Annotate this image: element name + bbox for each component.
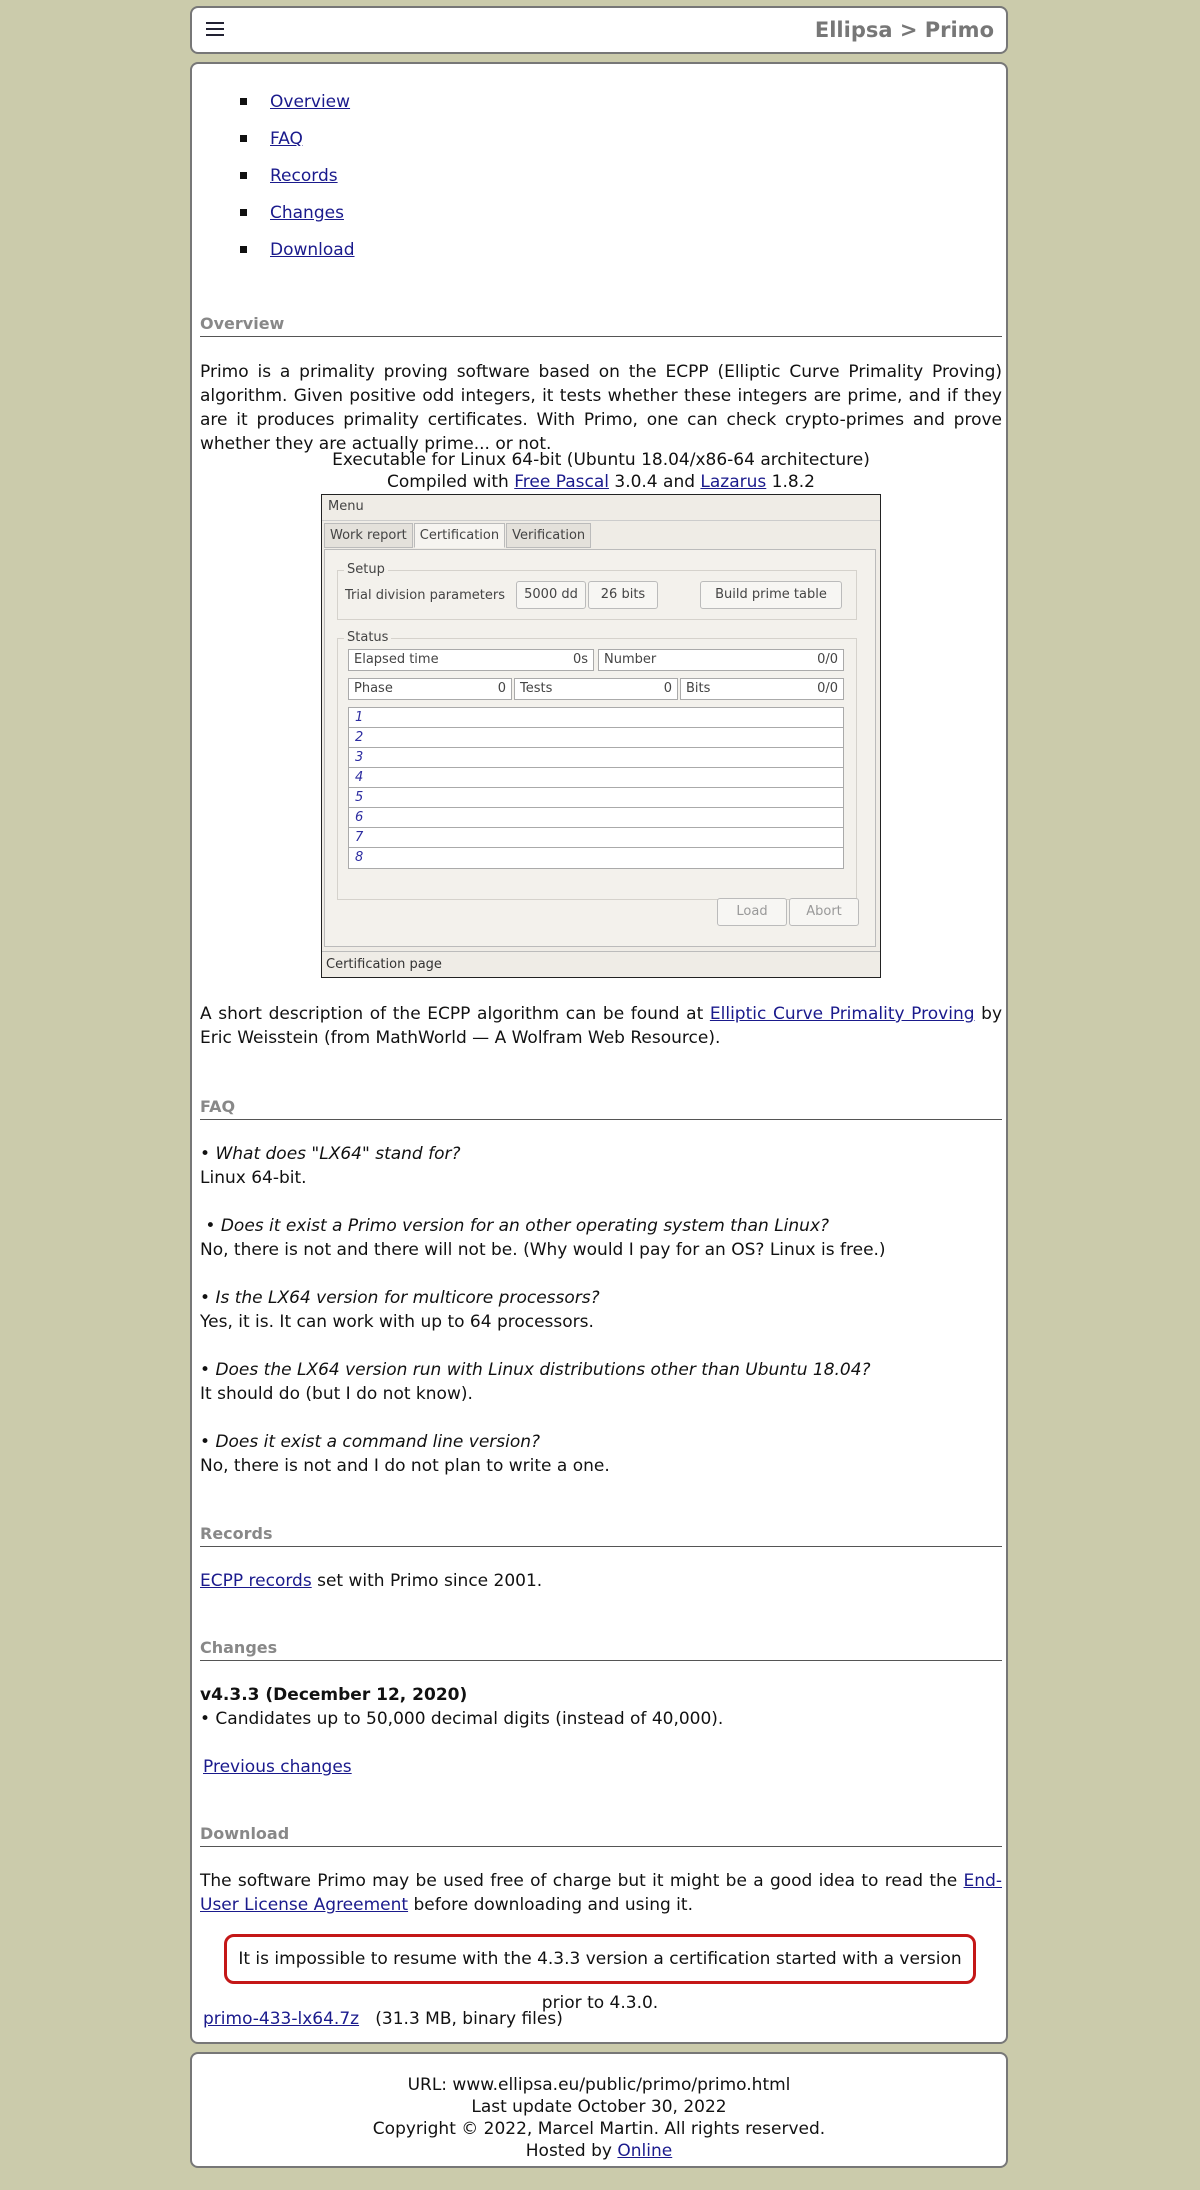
app-screenshot: [321, 494, 881, 978]
bits-label: Bits: [686, 681, 711, 696]
faq-item: • What does "LX64" stand for? Linux 64-bit.: [200, 1144, 461, 1188]
records-text: [200, 1569, 1002, 1593]
records-suffix: set with Primo since 2001.: [311, 1571, 543, 1591]
progress-row: 1: [349, 708, 843, 728]
abort-button[interactable]: Abort: [789, 898, 859, 926]
number-label: Number: [604, 652, 657, 667]
faq-question: What does "LX64" stand for?: [215, 1144, 461, 1164]
toc-link-download[interactable]: Download: [270, 240, 355, 260]
section-heading-download: Download: [200, 1824, 1002, 1847]
header-bar: [190, 6, 1008, 54]
lazarus-link[interactable]: Lazarus: [700, 472, 767, 492]
faq-question: Does the LX64 version run with Linux distributions other than Ubuntu 18.04?: [215, 1360, 871, 1380]
build-prime-table-button[interactable]: Build prime table: [700, 581, 842, 609]
faq-answer: No, there is not and there will not be. (Why would I pay for an OS? Linux is free.): [200, 1240, 886, 1260]
fpc-version: 3.0.4 and: [608, 472, 701, 492]
compiled-line: [200, 471, 1002, 493]
bits-field: [680, 678, 844, 700]
app-tab-work-report[interactable]: Work report: [324, 523, 413, 548]
desc-prefix: A short description of the ECPP algorithm can be found at: [200, 1004, 710, 1024]
tests-field: [514, 678, 678, 700]
ecpp-records-link[interactable]: ECPP records: [200, 1571, 312, 1591]
app-certification-pane: [324, 549, 876, 947]
download-text-suffix: before downloading and using it.: [408, 1895, 693, 1915]
desc-suffix: by Eric Weisstein (from MathWorld — A Wolfram Web Resource).: [200, 1004, 1003, 1048]
download-text-prefix: The software Primo may be used free of charge but it might be a good idea to read the: [200, 1871, 964, 1891]
download-file-info: (31.3 MB, binary files): [375, 2009, 563, 2029]
progress-row: 7: [349, 828, 843, 848]
lazarus-version: 1.8.2: [766, 472, 815, 492]
section-heading-faq: FAQ: [200, 1097, 1002, 1120]
phase-field: [348, 678, 512, 700]
setup-legend: Setup: [344, 562, 388, 577]
main-content: [190, 62, 1008, 2044]
progress-row: 2: [349, 728, 843, 748]
faq-answer: Yes, it is. It can work with up to 64 processors.: [200, 1312, 594, 1332]
footer-url: URL: www.ellipsa.eu/public/primo/primo.html: [407, 2075, 791, 2095]
bits-value: 0/0: [817, 681, 838, 696]
toc-link-changes[interactable]: Changes: [270, 203, 344, 223]
version-warning-box: It is impossible to resume with the 4.3.3 version a certification started with a version prior to 4.3.0.: [224, 1934, 976, 1984]
faq-answer: Linux 64-bit.: [200, 1168, 307, 1188]
trial-division-label: Trial division parameters: [345, 588, 505, 603]
elapsed-time-label: Elapsed time: [354, 652, 439, 667]
status-group: [337, 630, 857, 900]
elapsed-time-field: [348, 649, 594, 671]
compiled-prefix: Compiled with: [387, 472, 515, 492]
progress-row: 5: [349, 788, 843, 808]
free-pascal-link[interactable]: Free Pascal: [514, 472, 609, 492]
toc-link-overview[interactable]: Overview: [270, 92, 351, 112]
app-menu-item[interactable]: Menu: [328, 499, 364, 514]
hosted-prefix: Hosted by: [525, 2141, 618, 2161]
progress-rows: [348, 707, 844, 869]
number-value: 0/0: [817, 652, 838, 667]
download-file-link[interactable]: primo-433-lx64.7z: [203, 2009, 360, 2029]
app-menubar: [322, 495, 880, 521]
load-button[interactable]: Load: [717, 898, 787, 926]
previous-changes-link[interactable]: Previous changes: [203, 1757, 352, 1777]
table-of-contents: [220, 90, 355, 275]
toc-link-faq[interactable]: FAQ: [270, 129, 303, 149]
faq-answer: No, there is not and I do not plan to write a one.: [200, 1456, 610, 1476]
toc-item: [220, 201, 355, 238]
faq-item: • Does the LX64 version run with Linux distributions other than Ubuntu 18.04? It should do (but I do not know).: [200, 1360, 871, 1404]
section-heading-changes: Changes: [200, 1638, 1002, 1661]
overview-text: Primo is a primality proving software based on the ECPP (Elliptic Curve Primality Proving) algorithm. Given positive odd integers, it tests whether these integers are prime, and if they are it produces primality certificates. With Primo, one can check crypto-primes and prove whether they are actually prime... or not.: [200, 362, 1002, 454]
footer-hosted: [192, 2140, 1006, 2162]
section-heading-overview: Overview: [200, 314, 1002, 337]
phase-value: 0: [497, 681, 506, 696]
faq-question: Does it exist a command line version?: [215, 1432, 541, 1452]
progress-row: 4: [349, 768, 843, 788]
trial-bits-button[interactable]: 26 bits: [588, 581, 658, 609]
progress-row: 8: [355, 850, 364, 865]
faq-answer: It should do (but I do not know).: [200, 1384, 473, 1404]
toc-item: [220, 238, 355, 275]
hamburger-menu-icon[interactable]: [206, 22, 224, 40]
footer: [190, 2052, 1008, 2168]
status-legend: Status: [344, 630, 391, 645]
faq-item: • Does it exist a Primo version for an other operating system than Linux? No, there is not and there will not be. (Why would I pay for an OS? Linux is free.): [200, 1216, 886, 1260]
ecpp-description: [200, 1002, 1002, 1050]
phase-label: Phase: [354, 681, 393, 696]
number-field: [598, 649, 844, 671]
trial-dd-button[interactable]: 5000 dd: [516, 581, 586, 609]
footer-copyright: Copyright © 2022, Marcel Martin. All rights reserved.: [372, 2119, 826, 2139]
faq-item: • Does it exist a command line version? No, there is not and I do not plan to write a one.: [200, 1432, 610, 1476]
site-title: Ellipsa > Primo: [814, 18, 994, 42]
download-file: [203, 2007, 1005, 2031]
change-version: v4.3.3 (December 12, 2020): [200, 1685, 468, 1705]
toc-link-records[interactable]: Records: [270, 166, 338, 186]
faq-question: Is the LX64 version for multicore processors?: [215, 1288, 600, 1308]
tests-value: 0: [663, 681, 672, 696]
toc-item: [220, 164, 355, 201]
toc-item: [220, 127, 355, 164]
ecpp-mathworld-link[interactable]: Elliptic Curve Primality Proving: [709, 1004, 975, 1024]
tests-label: Tests: [520, 681, 553, 696]
app-tab-verification[interactable]: Verification: [506, 523, 591, 548]
app-statusbar: Certification page: [322, 951, 880, 977]
elapsed-time-value: 0s: [572, 652, 588, 667]
hosted-by-link[interactable]: Online: [617, 2141, 673, 2161]
setup-group: [337, 562, 857, 620]
faq-question: Does it exist a Primo version for an other operating system than Linux?: [220, 1216, 830, 1236]
download-text: [200, 1869, 1002, 1917]
faq-item: • Is the LX64 version for multicore processors? Yes, it is. It can work with up to 64 processors.: [200, 1288, 600, 1332]
previous-changes: [203, 1755, 1005, 1779]
app-tab-certification[interactable]: Certification: [414, 523, 505, 548]
footer-last-update: Last update October 30, 2022: [471, 2097, 727, 2117]
eula-link[interactable]: End-User License Agreement: [200, 1871, 1002, 1915]
progress-row: 3: [349, 748, 843, 768]
section-heading-records: Records: [200, 1524, 1002, 1547]
progress-row: 6: [349, 808, 843, 828]
toc-item: [220, 90, 355, 127]
app-tabs: [324, 523, 592, 549]
change-item: • Candidates up to 50,000 decimal digits (instead of 40,000).: [200, 1709, 724, 1729]
executable-line: Executable for Linux 64-bit (Ubuntu 18.04/x86-64 architecture): [332, 450, 870, 470]
